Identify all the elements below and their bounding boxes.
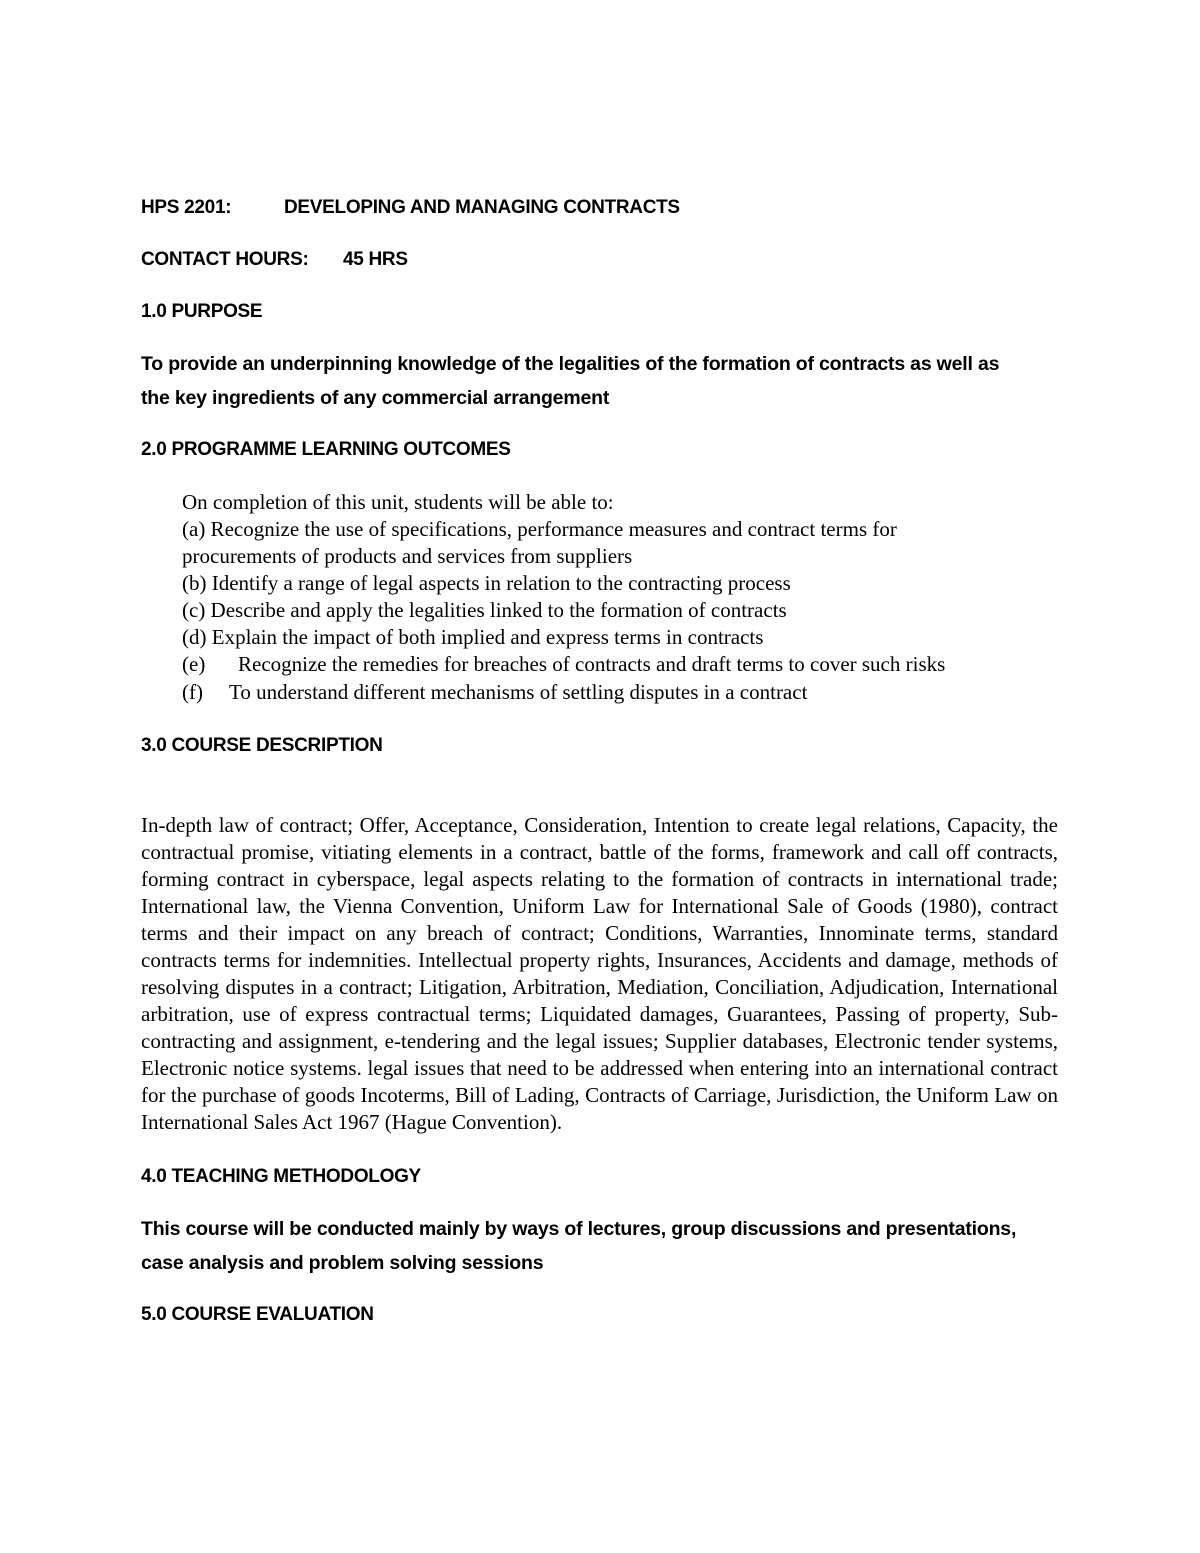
methodology-text-line-1: This course will be conducted mainly by ways of lectures, group discussions and presentations, (141, 1218, 1017, 1240)
outcome-f-text: To understand different mechanisms of settling disputes in a contract (229, 680, 808, 704)
course-title: DEVELOPING AND MANAGING CONTRACTS (284, 197, 680, 218)
outcome-a-line-1: (a) Recognize the use of specifications, performance measures and contract terms for (182, 517, 897, 541)
methodology-text-line-2: case analysis and problem solving sessions (141, 1252, 544, 1274)
evaluation-heading: 5.0 COURSE EVALUATION (141, 1304, 374, 1325)
course-code: HPS 2201: (141, 197, 232, 218)
purpose-text-line-1: To provide an underpinning knowledge of the legalities of the formation of contracts as well as (141, 353, 1000, 375)
purpose-text-line-2: the key ingredients of any commercial arrangement (141, 387, 610, 409)
outcome-a-line-2: procurements of products and services from suppliers (182, 544, 633, 568)
purpose-heading: 1.0 PURPOSE (141, 301, 263, 322)
outcomes-intro: On completion of this unit, students will be able to: (182, 490, 614, 514)
course-title-wrap (284, 196, 680, 220)
contact-hours-value-wrap (343, 248, 408, 272)
methodology-heading: 4.0 TEACHING METHODOLOGY (141, 1166, 421, 1187)
contact-hours-line (141, 248, 309, 272)
outcome-e-label: (e) (182, 652, 206, 676)
contact-hours-label: CONTACT HOURS: (141, 249, 309, 270)
outcome-c: (c) Describe and apply the legalities linked to the formation of contracts (182, 598, 787, 622)
description-paragraph: In-depth law of contract; Offer, Acceptance, Consideration, Intention to create legal relations, Capacity, the contractual promise, vitiating elements in a contract, battle of the forms, framework and call off contracts, forming contract in cyberspace, legal aspects relating to the formation of contracts in international trade; International law, the Vienna Convention, Uniform Law for International Sale of Goods (1980), contract terms and their impact on any breach of contract; Conditions, Warranties, Innominate terms, standard contracts terms for indemnities. Intellectual property rights, Insurances, Accidents and damage, methods of resolving disputes in a contract; Litigation, Arbitration, Mediation, Conciliation, Adjudication, International arbitration, use of express contractual terms; Liquidated damages, Guarantees, Passing of property, Sub-contracting and assignment, e-tendering and the legal issues; Supplier databases, Electronic tender systems, Electronic notice systems. legal issues that need to be addressed when entering into an international contract for the purchase of goods Incoterms, Bill of Lading, Contracts of Carriage, Jurisdiction, the Uniform Law on International Sales Act 1967 (Hague Convention). (141, 813, 1058, 1134)
outcome-d: (d) Explain the impact of both implied and express terms in contracts (182, 625, 764, 649)
course-title-line (141, 196, 231, 220)
outcome-e-text: Recognize the remedies for breaches of contracts and draft terms to cover such risks (238, 652, 946, 676)
outcome-b: (b) Identify a range of legal aspects in relation to the contracting process (182, 571, 791, 595)
contact-hours-value: 45 HRS (343, 249, 408, 270)
outcome-f-label: (f) (182, 680, 203, 704)
description-heading: 3.0 COURSE DESCRIPTION (141, 735, 383, 756)
outcomes-heading: 2.0 PROGRAMME LEARNING OUTCOMES (141, 439, 511, 460)
